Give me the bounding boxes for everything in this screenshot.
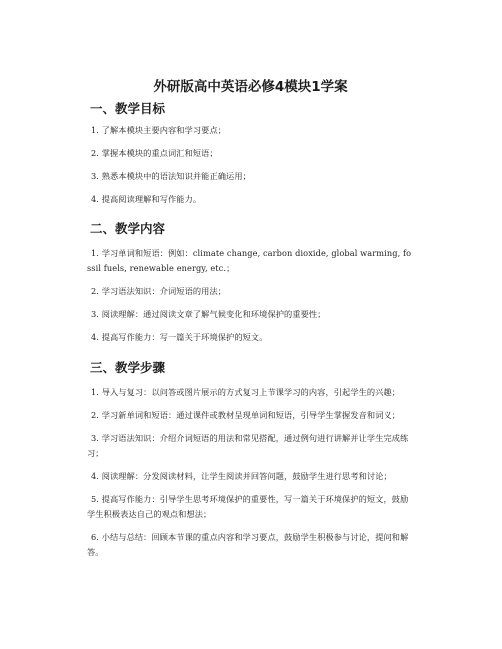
section-teaching-steps — [87, 359, 414, 560]
list-item: 3. 阅读理解：通过阅读文章了解气候变化和环境保护的重要性； — [91, 309, 326, 319]
document-title: 外研版高中英语必修4模块1学案 — [153, 79, 348, 95]
steps-list — [87, 385, 414, 560]
list-item: 3. 学习语法知识：介绍介词短语的用法和常见搭配，通过例句进行讲解并让学生完成练习； — [87, 433, 409, 458]
section-teaching-content — [87, 220, 414, 345]
section-heading: 三、教学步骤 — [90, 360, 166, 375]
list-item: 4. 提高阅读理解和写作能力。 — [91, 194, 202, 204]
section-teaching-objectives — [87, 100, 414, 207]
list-item: 4. 提高写作能力：写一篇关于环境保护的短文。 — [91, 332, 268, 342]
section-heading: 二、教学内容 — [90, 221, 166, 236]
list-item: 1. 学习单词和短语：例如：climate change, carbon dioxide, global warming, fossil fuels, renewable energy, etc.； — [87, 248, 412, 273]
list-item: 2. 学习语法知识：介词短语的用法； — [91, 286, 227, 296]
list-item: 2. 掌握本模块的重点词汇和短语； — [91, 148, 218, 158]
list-item: 2. 学习新单词和短语：通过课件或教材呈现单词和短语，引导学生掌握发音和词义； — [91, 410, 401, 420]
list-item: 6. 小结与总结：回顾本节课的重点内容和学习要点，鼓励学生积极参与讨论，提问和解答。 — [87, 532, 409, 557]
list-item: 1. 了解本模块主要内容和学习要点； — [91, 125, 227, 135]
content-list — [87, 246, 414, 345]
list-item: 4. 阅读理解：分发阅读材料，让学生阅读并回答问题，鼓励学生进行思考和讨论； — [91, 471, 392, 481]
list-item: 3. 熟悉本模块中的语法知识并能正确运用； — [91, 171, 251, 181]
list-item: 1. 导入与复习：以问答或图片展示的方式复习上节课学习的内容，引起学生的兴趣； — [91, 387, 401, 397]
list-item: 5. 提高写作能力：引导学生思考环境保护的重要性，写一篇关于环境保护的短文，鼓励学生积极表达自己的观点和想法； — [87, 494, 409, 519]
section-heading: 一、教学目标 — [90, 101, 166, 116]
objectives-list — [87, 123, 414, 207]
